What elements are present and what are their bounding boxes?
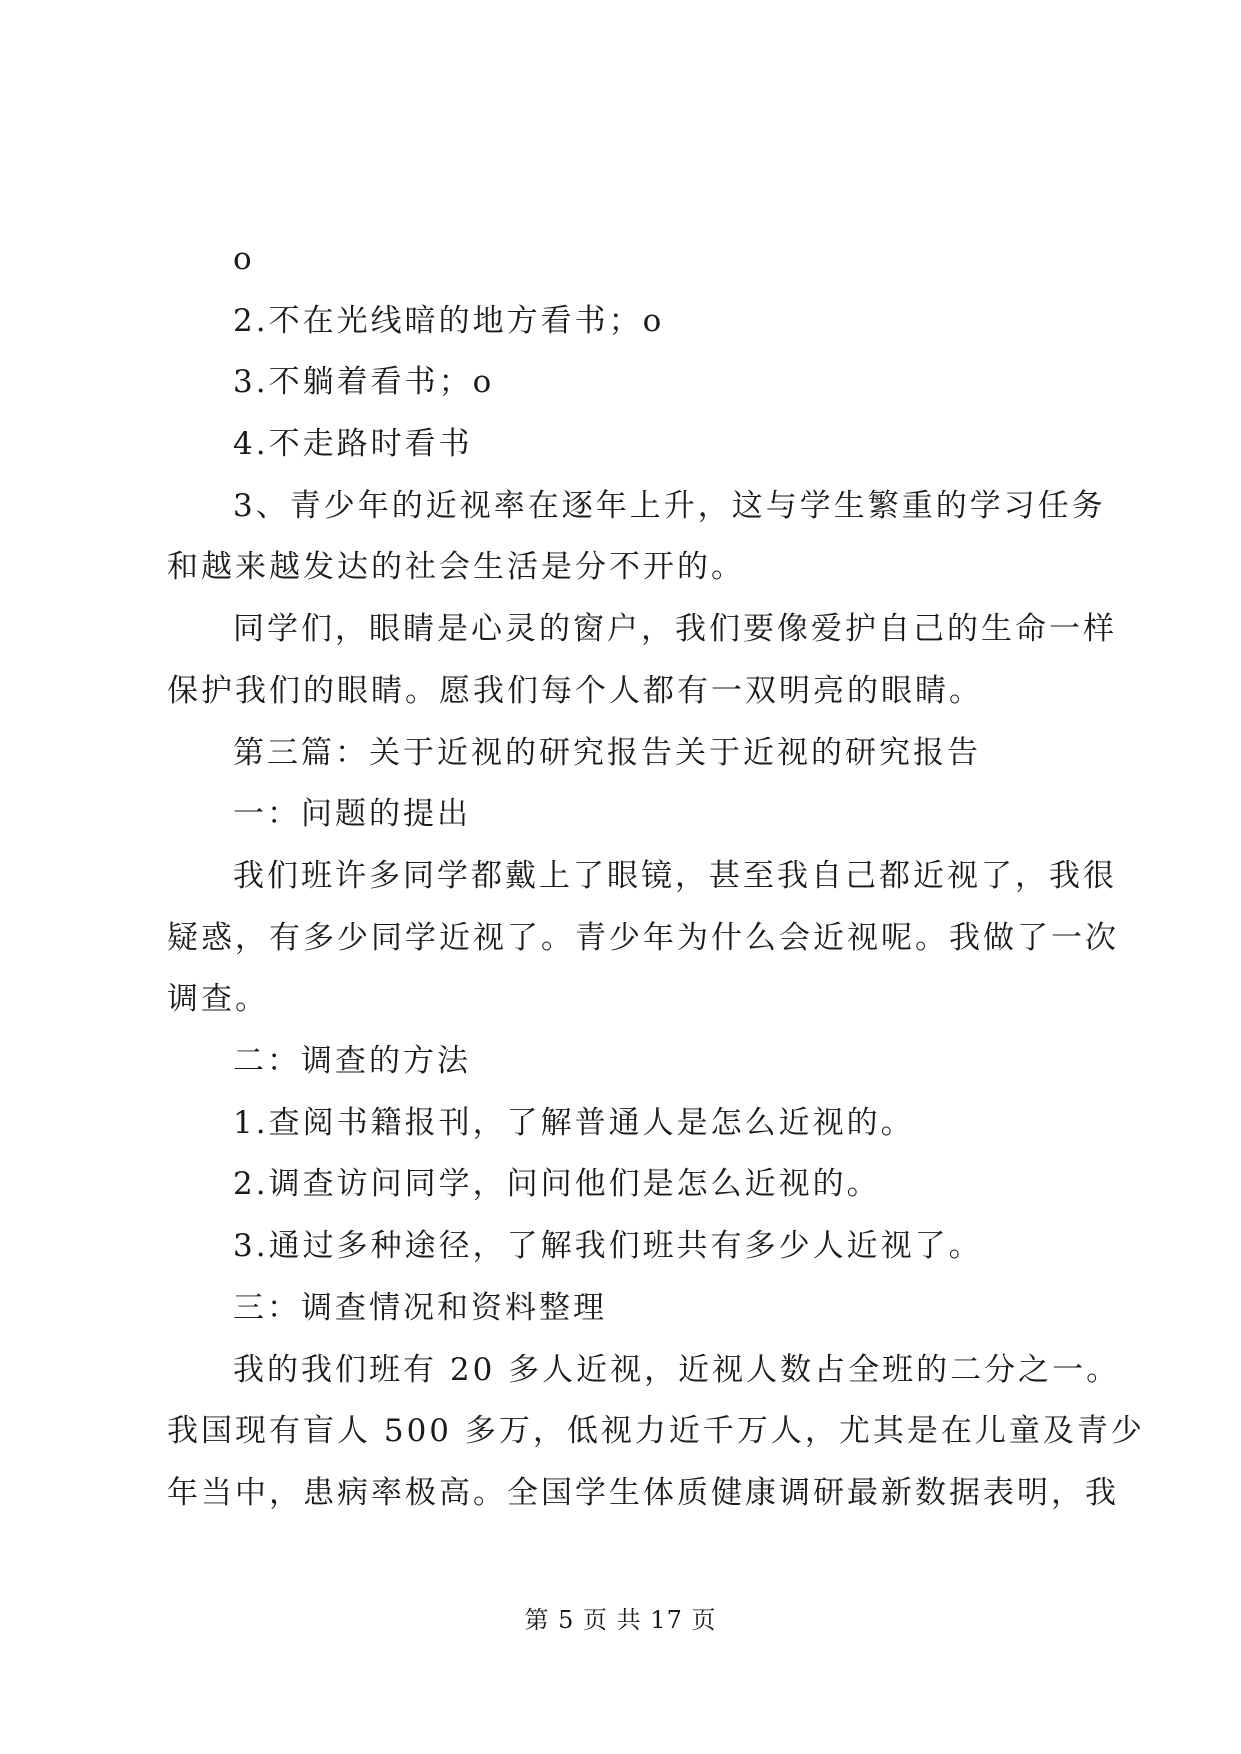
section-heading: 第三篇：关于近视的研究报告关于近视的研究报告	[233, 735, 981, 771]
text-line: 疑惑，有多少同学近视了。青少年为什么会近视呢。我做了一次	[167, 920, 1119, 956]
text-line: 我国现有盲人 500 多万，低视力近千万人，尤其是在儿童及青少	[167, 1413, 1145, 1449]
text-line: 我的我们班有 20 多人近视，近视人数占全班的二分之一。	[233, 1352, 1121, 1388]
text-line: 保护我们的眼睛。愿我们每个人都有一双明亮的眼睛。	[167, 673, 983, 709]
text-line: 同学们，眼睛是心灵的窗户，我们要像爱护自己的生命一样	[233, 611, 1117, 647]
list-item: 2.调查访问同学，问问他们是怎么近视的。	[233, 1166, 881, 1202]
list-item: 3.通过多种途径，了解我们班共有多少人近视了。	[233, 1228, 983, 1264]
list-item: 1.查阅书籍报刊，了解普通人是怎么近视的。	[233, 1105, 915, 1141]
text-line: 我们班许多同学都戴上了眼镜，甚至我自己都近视了，我很	[233, 858, 1117, 894]
text-line: 3.不躺着看书；o	[233, 364, 495, 400]
text-line: 和越来越发达的社会生活是分不开的。	[167, 549, 745, 585]
subsection-heading: 一：问题的提出	[233, 796, 471, 832]
text-line: 2.不在光线暗的地方看书；o	[233, 303, 665, 339]
text-line: 年当中，患病率极高。全国学生体质健康调研最新数据表明，我	[167, 1475, 1119, 1511]
text-line: 3、青少年的近视率在逐年上升，这与学生繁重的学习任务	[233, 488, 1106, 524]
subsection-heading: 三：调查情况和资料整理	[233, 1290, 607, 1326]
text-line: o	[233, 241, 255, 277]
text-line: 4.不走路时看书	[233, 426, 473, 462]
page-number-footer: 第 5 页 共 17 页	[524, 1606, 717, 1634]
subsection-heading: 二：调查的方法	[233, 1043, 471, 1079]
text-line: 调查。	[167, 981, 269, 1017]
